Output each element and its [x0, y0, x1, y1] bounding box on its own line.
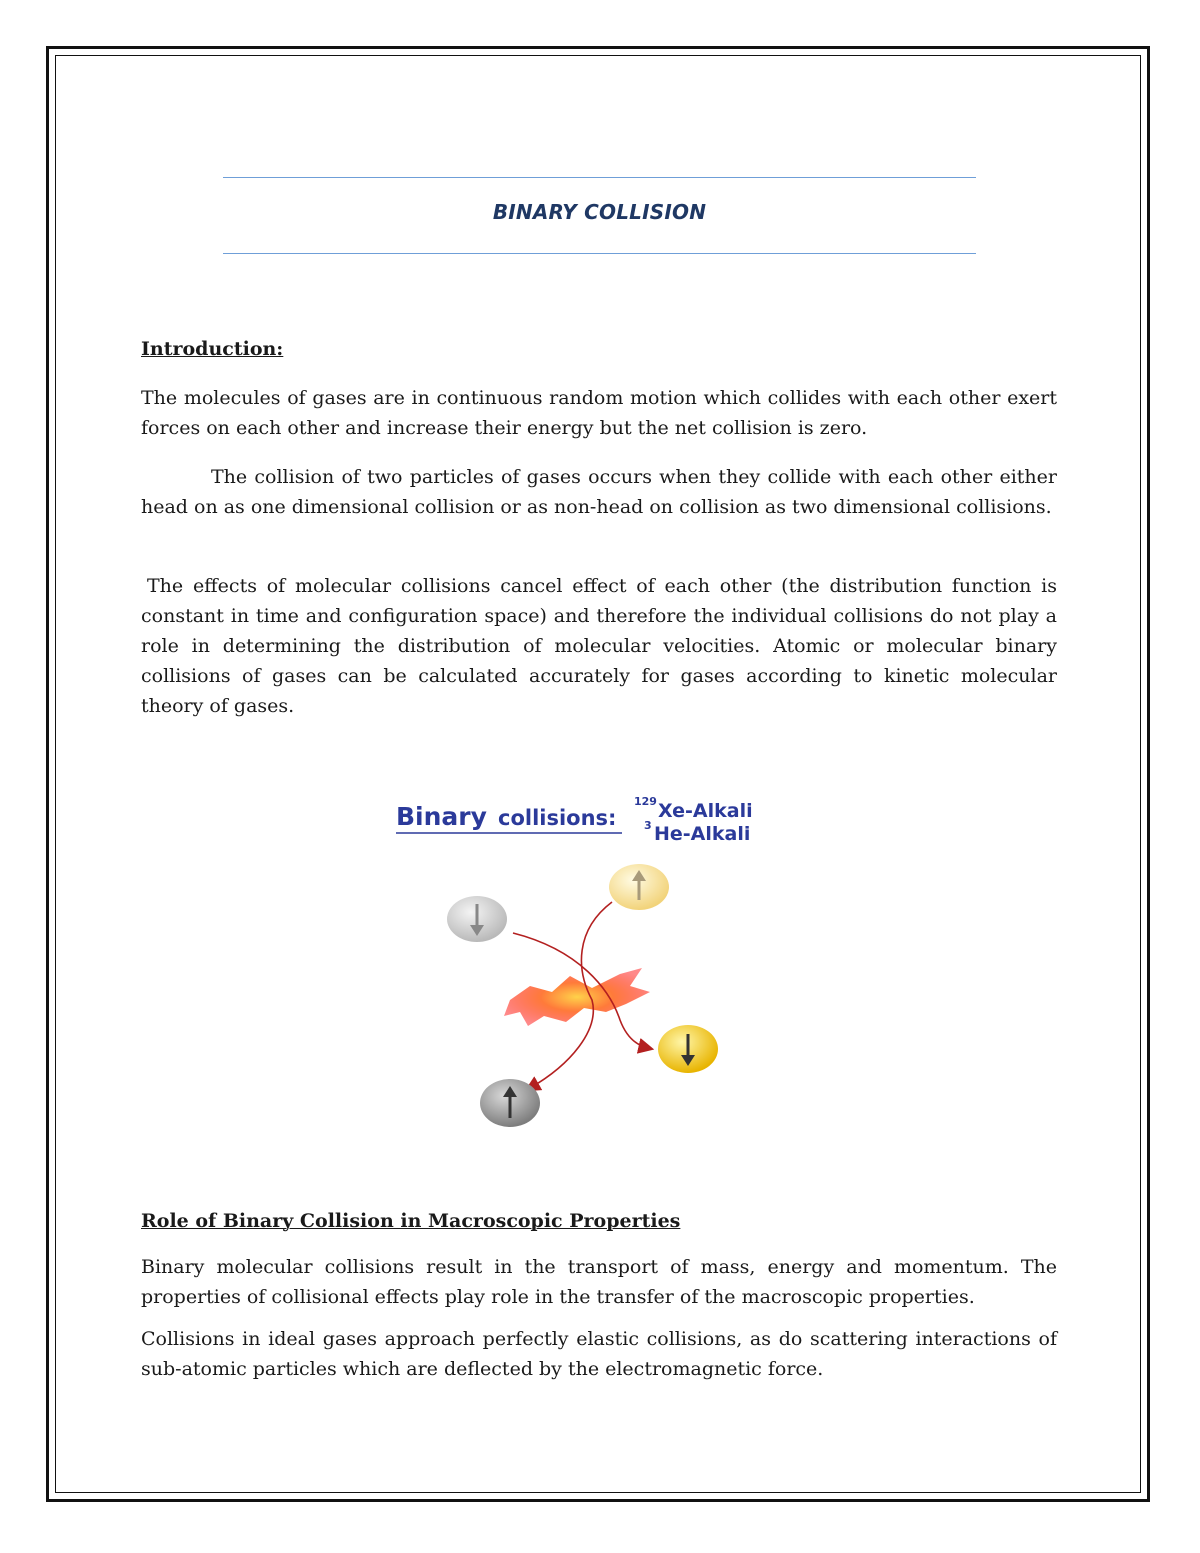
isotope2-label: He-Alkali	[654, 823, 751, 845]
isotope1-label: Xe-Alkali	[658, 800, 753, 822]
role-paragraph-1: Binary molecular collisions result in the transport of mass, energy and momentum. The properties of collisional effects play role in the transfer of the macroscopic properties.	[141, 1256, 1057, 1308]
isotope2-mass: 3	[644, 819, 652, 832]
title-rule-top	[223, 177, 976, 178]
intro-paragraph-3: The effects of molecular collisions cancel effect of each other (the distribution function is constant in time and configuration space) and therefore the individual collisions do not play a role in determining the distribution of molecular velocities. Atomic or molecular binary collisions of gases can be calculated accurately for gases according to kinetic molecular theory of gases.	[141, 575, 1057, 717]
particle-gray-top-icon	[447, 896, 507, 942]
intro-heading: Introduction:	[141, 338, 284, 360]
intro-paragraph-2: The collision of two particles of gases occurs when they collide with each other either head on as one dimensional collision or as non-head on collision as two dimensional collisions.	[141, 466, 1057, 518]
particle-yellow-top-icon	[609, 864, 669, 910]
binary-collision-figure	[380, 790, 800, 1140]
page-title: BINARY COLLISION	[492, 200, 707, 224]
collision-burst-icon	[504, 968, 650, 1026]
role-paragraph-2: Collisions in ideal gases approach perfectly elastic collisions, as do scattering interactions of sub-atomic particles which are deflected by the electromagnetic force.	[141, 1328, 1057, 1380]
title-rule-bottom	[223, 253, 976, 254]
role-heading: Role of Binary Collision in Macroscopic Properties	[141, 1210, 681, 1232]
isotope1-mass: 129	[634, 795, 657, 808]
figure-title-word1: Binary	[396, 802, 487, 831]
figure-title-word2: collisions:	[498, 806, 617, 830]
intro-paragraph-1: The molecules of gases are in continuous random motion which collides with each other exert forces on each other and increase their energy but the net collision is zero.	[141, 387, 1057, 439]
particle-gray-bottom-icon	[480, 1079, 540, 1127]
collision-diagram	[380, 790, 800, 1140]
particle-yellow-bottom-icon	[658, 1025, 718, 1073]
